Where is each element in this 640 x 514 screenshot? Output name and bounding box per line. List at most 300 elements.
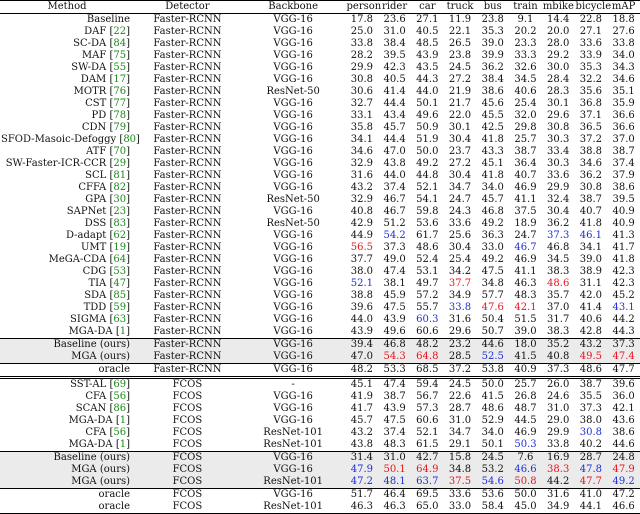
citation-link[interactable]: 78 <box>113 110 127 121</box>
backbone-cell: ResNet-50 <box>266 194 320 205</box>
table-row <box>0 26 640 38</box>
citation-link[interactable]: 84 <box>113 38 127 49</box>
value-cell: 34.9 <box>542 501 575 514</box>
value-cell: 54.3 <box>378 351 411 364</box>
value-cell: 54.6 <box>476 476 509 489</box>
table-row <box>0 110 640 122</box>
method-cell: SW-Faster-ICR-CCR [29] <box>5 158 131 169</box>
value-cell: 45.7 <box>481 194 504 205</box>
value-cell: 47.4 <box>607 351 640 364</box>
value-cell: 21.9 <box>448 86 472 97</box>
value-cell: 48.3 <box>383 439 406 450</box>
table-row <box>0 476 640 489</box>
backbone-cell: VGG-16 <box>273 26 313 37</box>
backbone-cell: VGG-16 <box>273 326 313 337</box>
value-cell: 44.2 <box>542 476 575 489</box>
value-cell: 46.3 <box>346 501 379 514</box>
method-name: SW-DA <box>71 62 107 73</box>
value-cell: 32.6 <box>514 62 537 73</box>
detector-cell: FCOS <box>172 391 203 402</box>
backbone-cell: VGG-16 <box>241 364 346 378</box>
value-cell: 38.7 <box>383 391 406 402</box>
value-cell: 35.1 <box>612 86 635 97</box>
method-name: CFA <box>85 427 107 438</box>
backbone-cell: VGG-16 <box>273 391 313 402</box>
value-cell: 39.6 <box>350 302 373 313</box>
method-cell: SCAN [86] <box>75 403 131 414</box>
citation-link[interactable]: 76 <box>113 86 127 97</box>
value-cell: 36.6 <box>612 122 635 133</box>
value-cell: 50.7 <box>481 326 504 337</box>
value-cell: 34.9 <box>448 290 472 301</box>
backbone-cell: VGG-16 <box>241 464 346 476</box>
method-cell: SCL [81] <box>85 170 131 181</box>
value-cell: 33.8 <box>547 439 570 450</box>
citation-link[interactable]: 1 <box>119 439 127 450</box>
value-cell: 27.2 <box>448 74 472 85</box>
method-cell: UMT [19] <box>80 242 131 253</box>
citation-link[interactable]: 79 <box>113 122 127 133</box>
value-cell: 39.4 <box>346 339 379 352</box>
value-cell: 33.6 <box>547 170 570 181</box>
citation-link[interactable]: 23 <box>113 206 127 217</box>
value-cell: 40.5 <box>383 74 406 85</box>
value-cell: 42.3 <box>612 266 635 277</box>
method-name: MGA-DA <box>68 326 113 337</box>
value-cell: 47.4 <box>383 266 406 277</box>
value-cell: 42.5 <box>481 122 504 133</box>
value-cell: 23.8 <box>448 50 472 61</box>
value-cell: 44.9 <box>350 230 373 241</box>
value-cell: 11.9 <box>448 14 472 25</box>
method-name: oracle <box>98 501 131 512</box>
value-cell: 38.8 <box>579 146 603 157</box>
value-cell: 17.8 <box>350 14 373 25</box>
table-row <box>0 302 640 314</box>
value-cell: 36.4 <box>514 158 537 169</box>
value-cell: 50.4 <box>481 314 504 325</box>
method-name: CST <box>85 98 107 109</box>
value-cell: 49.2 <box>481 254 504 265</box>
value-cell: 39.0 <box>514 326 537 337</box>
value-cell: 37.3 <box>542 364 575 378</box>
value-cell: 38.7 <box>579 194 603 205</box>
value-cell: 59.4 <box>411 378 444 392</box>
method-name: SW-Faster-ICR-CCR <box>5 158 107 169</box>
value-cell: 69.5 <box>411 489 444 502</box>
table-row <box>0 326 640 339</box>
value-cell: 46.1 <box>579 230 603 241</box>
method-name: MGA (ours) <box>71 476 131 487</box>
value-cell: 42.8 <box>579 326 603 337</box>
value-cell: 40.9 <box>612 218 635 229</box>
backbone-cell: VGG-16 <box>273 14 313 25</box>
detector-cell: Faster-RCNN <box>153 62 222 73</box>
value-cell: 29.0 <box>547 415 570 426</box>
value-cell: 31.6 <box>350 170 373 181</box>
citation-link[interactable]: 53 <box>113 266 127 277</box>
value-cell: 50.0 <box>509 489 542 502</box>
detector-cell: FCOS <box>134 378 241 392</box>
table-row <box>0 170 640 182</box>
value-cell: 48.6 <box>416 242 439 253</box>
value-cell: 38.7 <box>612 146 635 157</box>
value-cell: 51.5 <box>514 314 537 325</box>
value-cell: 36.5 <box>579 122 603 133</box>
table-row <box>0 134 640 146</box>
value-cell: 42.1 <box>612 403 635 414</box>
value-cell: 49.6 <box>383 326 406 337</box>
method-cell: MGA-DA [1] <box>68 439 131 450</box>
table-row <box>0 391 640 403</box>
value-cell: 37.3 <box>383 242 406 253</box>
value-cell: 45.2 <box>612 290 635 301</box>
backbone-cell: VGG-16 <box>273 182 313 193</box>
column-header: Detector <box>134 1 241 14</box>
value-cell: 45.9 <box>383 290 406 301</box>
method-cell <box>0 501 134 514</box>
value-cell: 50.8 <box>509 476 542 489</box>
value-cell: 57.3 <box>416 403 439 414</box>
value-cell: 34.3 <box>612 62 635 73</box>
backbone-cell: VGG-16 <box>273 38 313 49</box>
backbone-cell: VGG-16 <box>273 146 313 157</box>
citation-link[interactable]: 63 <box>113 314 127 325</box>
value-cell: 47.5 <box>383 302 406 313</box>
detector-cell: Faster-RCNN <box>153 98 222 109</box>
value-cell: 40.7 <box>514 170 537 181</box>
citation-link[interactable]: 30 <box>113 194 127 205</box>
table-row <box>0 489 640 502</box>
column-header: truck <box>444 1 477 14</box>
method-name: CFA <box>85 391 107 402</box>
detector-cell: Faster-RCNN <box>153 302 222 313</box>
table-row <box>0 50 640 62</box>
value-cell: 48.2 <box>346 364 379 378</box>
value-cell: 44.8 <box>416 170 439 181</box>
citation-link[interactable]: 75 <box>113 50 127 61</box>
value-cell: 28.7 <box>448 403 472 414</box>
value-cell: 39.0 <box>579 254 603 265</box>
citation-link[interactable]: 56 <box>113 391 127 402</box>
value-cell: 31.0 <box>383 26 406 37</box>
detector-cell: FCOS <box>134 464 241 476</box>
value-cell: 34.7 <box>448 182 472 193</box>
backbone-cell: ResNet-101 <box>241 476 346 489</box>
backbone-cell: ResNet-101 <box>263 439 324 450</box>
value-cell: 47.6 <box>481 302 504 313</box>
value-cell: 54.2 <box>383 230 406 241</box>
detector-cell: Faster-RCNN <box>153 314 222 325</box>
method-name: oracle <box>98 364 131 375</box>
value-cell: 44.5 <box>514 415 537 426</box>
value-cell: 52.1 <box>416 182 439 193</box>
value-cell: 38.0 <box>579 415 603 426</box>
value-cell: 38.3 <box>542 464 575 476</box>
value-cell: 43.9 <box>416 50 439 61</box>
value-cell: 63.7 <box>411 476 444 489</box>
table-row <box>0 290 640 302</box>
method-cell: DAF [22] <box>84 26 131 37</box>
column-header: mbike <box>542 1 574 12</box>
method-name: DSS <box>84 218 107 229</box>
detector-cell: FCOS <box>172 415 203 426</box>
detector-cell: Faster-RCNN <box>153 326 222 337</box>
method-cell: CDN [79] <box>81 122 131 133</box>
detector-cell: Faster-RCNN <box>153 278 222 289</box>
method-cell: CST [77] <box>85 98 131 109</box>
value-cell: 23.3 <box>514 38 537 49</box>
value-cell: 44.0 <box>383 170 406 181</box>
citation-link[interactable]: 64 <box>113 254 127 265</box>
value-cell: 29.1 <box>448 439 472 450</box>
value-cell: 23.7 <box>448 146 472 157</box>
value-cell: 7.6 <box>509 452 542 465</box>
value-cell: 41.5 <box>481 391 504 402</box>
detector-cell: Faster-RCNN <box>153 158 222 169</box>
value-cell: 46.7 <box>514 242 537 253</box>
value-cell: 37.0 <box>547 302 570 313</box>
value-cell: 50.1 <box>481 439 504 450</box>
value-cell: 25.4 <box>448 254 472 265</box>
citation-link[interactable]: 86 <box>113 403 127 414</box>
detector-cell: Faster-RCNN <box>153 218 222 229</box>
value-cell: 34.0 <box>481 182 504 193</box>
value-cell: 29.6 <box>547 110 570 121</box>
backbone-cell: VGG-16 <box>273 110 313 121</box>
method-name: SDA <box>84 290 107 301</box>
backbone-cell: VGG-16 <box>273 170 313 181</box>
value-cell: 43.2 <box>350 182 373 193</box>
backbone-cell: ResNet-50 <box>266 218 320 229</box>
value-cell: 23.8 <box>481 14 504 25</box>
value-cell: 50.1 <box>416 98 439 109</box>
citation-link[interactable]: 82 <box>113 182 127 193</box>
value-cell: 18.0 <box>509 339 542 352</box>
value-cell: 56.5 <box>350 242 373 253</box>
value-cell: 41.8 <box>579 218 603 229</box>
citation-link[interactable]: 80 <box>123 134 137 145</box>
citation-link[interactable]: 56 <box>113 427 127 438</box>
value-cell: 33.3 <box>514 50 537 61</box>
backbone-cell: VGG-16 <box>273 158 313 169</box>
table-row <box>0 74 640 86</box>
detector-cell: Faster-RCNN <box>153 14 222 25</box>
table-row <box>0 206 640 218</box>
value-cell: 40.8 <box>350 206 373 217</box>
value-cell: 34.6 <box>612 74 635 85</box>
detector-cell: Faster-RCNN <box>153 122 222 133</box>
citation-link[interactable]: 70 <box>113 146 127 157</box>
backbone-cell: ResNet-101 <box>241 501 346 514</box>
value-cell: 44.6 <box>476 339 509 352</box>
method-cell <box>0 351 134 364</box>
value-cell: 37.0 <box>612 134 635 145</box>
table-row <box>0 351 640 364</box>
value-cell: 52.1 <box>350 278 373 289</box>
table-row <box>0 122 640 134</box>
value-cell: 52.5 <box>476 351 509 364</box>
value-cell: 32.9 <box>350 194 373 205</box>
detector-cell: FCOS <box>172 403 203 414</box>
value-cell: 47.0 <box>383 146 406 157</box>
method-cell: MGA-DA [1] <box>68 415 131 426</box>
citation-link[interactable]: 55 <box>113 62 127 73</box>
value-cell: 52.4 <box>416 254 439 265</box>
value-cell: 38.9 <box>579 266 603 277</box>
table-row <box>0 98 640 110</box>
value-cell: 33.8 <box>350 38 373 49</box>
value-cell: 44.1 <box>575 501 608 514</box>
value-cell: 30.1 <box>448 122 472 133</box>
citation-link[interactable]: 1 <box>119 415 127 426</box>
column-header: mAP <box>607 1 640 14</box>
table-body <box>0 14 640 514</box>
value-cell: 34.8 <box>481 278 504 289</box>
method-name: DAM <box>80 74 107 85</box>
value-cell: 34.1 <box>579 242 603 253</box>
method-cell: CDG [53] <box>82 266 131 277</box>
citation-link[interactable]: 62 <box>113 230 127 241</box>
value-cell: 57.7 <box>481 290 504 301</box>
detector-cell: Faster-RCNN <box>153 146 222 157</box>
value-cell: 24.8 <box>607 452 640 465</box>
method-cell: MeGA-CDA [64] <box>48 254 131 265</box>
method-cell: SAPNet [23] <box>66 206 131 217</box>
value-cell: 14.4 <box>547 14 570 25</box>
detector-cell: Faster-RCNN <box>134 339 241 352</box>
value-cell: 59.8 <box>416 206 439 217</box>
value-cell: 42.3 <box>383 62 406 73</box>
value-cell: 38.6 <box>481 86 504 97</box>
value-cell: 32.0 <box>514 110 537 121</box>
value-cell: 29.9 <box>547 182 570 193</box>
value-cell: 24.5 <box>444 378 477 392</box>
citation-link[interactable]: 29 <box>113 158 127 169</box>
column-header: person <box>346 1 382 12</box>
value-cell: 50.0 <box>416 146 439 157</box>
citation-link[interactable]: 59 <box>113 302 127 313</box>
value-cell: 37.3 <box>579 403 603 414</box>
value-cell: 45.7 <box>350 415 373 426</box>
detector-cell: Faster-RCNN <box>134 364 241 378</box>
value-cell: 25.6 <box>448 230 472 241</box>
value-cell: 18.8 <box>612 14 635 25</box>
value-cell: 44.6 <box>612 439 635 450</box>
citation-link[interactable]: 22 <box>113 26 127 37</box>
value-cell: 29.9 <box>350 62 373 73</box>
method-name: MGA-DA <box>68 415 113 426</box>
value-cell: 36.0 <box>612 391 635 402</box>
value-cell: 41.4 <box>383 86 406 97</box>
table-row <box>0 464 640 476</box>
value-cell: 52.1 <box>416 427 439 438</box>
value-cell: 49.5 <box>575 351 608 364</box>
value-cell: 47.5 <box>481 266 504 277</box>
backbone-cell: VGG-16 <box>273 415 313 426</box>
value-cell: 22.6 <box>448 391 472 402</box>
value-cell: 49.0 <box>383 254 406 265</box>
value-cell: 37.5 <box>514 206 537 217</box>
method-cell: PD [78] <box>91 110 131 121</box>
method-name: MOTR <box>73 86 107 97</box>
value-cell: 44.0 <box>350 314 373 325</box>
method-cell: CFA [56] <box>85 427 131 438</box>
value-cell: 46.9 <box>514 427 537 438</box>
value-cell: 38.6 <box>612 427 635 438</box>
table-row <box>0 403 640 415</box>
value-cell: 41.7 <box>612 242 635 253</box>
detector-cell: Faster-RCNN <box>153 194 222 205</box>
citation-link[interactable]: 69 <box>113 379 127 390</box>
value-cell: 46.7 <box>383 206 406 217</box>
method-cell: DSS [83] <box>84 218 131 229</box>
table-row <box>0 278 640 290</box>
value-cell: 51.9 <box>416 134 439 145</box>
method-name: SIGMA <box>70 314 107 325</box>
method-cell: SC-DA [84] <box>73 38 131 49</box>
method-cell <box>0 339 134 352</box>
value-cell: 43.4 <box>383 110 406 121</box>
detector-cell: Faster-RCNN <box>153 230 222 241</box>
value-cell: 46.4 <box>378 489 411 502</box>
table-row <box>0 230 640 242</box>
detector-cell: Faster-RCNN <box>153 26 222 37</box>
value-cell: 48.6 <box>575 364 608 378</box>
column-header: Backbone <box>241 1 346 14</box>
value-cell: 40.6 <box>514 86 537 97</box>
value-cell: 33.6 <box>444 489 477 502</box>
detector-cell: Faster-RCNN <box>153 206 222 217</box>
method-cell: MOTR [76] <box>73 86 131 97</box>
value-cell: 32.2 <box>579 74 603 85</box>
value-cell: 30.3 <box>547 134 570 145</box>
method-name: MeGA-CDA <box>48 254 107 265</box>
value-cell: 38.4 <box>481 74 504 85</box>
value-cell: 29.2 <box>547 50 570 61</box>
citation-link[interactable]: 81 <box>113 170 127 181</box>
table-row <box>0 378 640 392</box>
citation-link[interactable]: 1 <box>119 326 127 337</box>
citation-link[interactable]: 17 <box>113 74 127 85</box>
citation-link[interactable]: 83 <box>113 218 127 229</box>
backbone-cell: VGG-16 <box>273 290 313 301</box>
value-cell: 60.6 <box>416 415 439 426</box>
citation-link[interactable]: 77 <box>113 98 127 109</box>
value-cell: 33.4 <box>547 146 570 157</box>
detector-cell: FCOS <box>134 489 241 502</box>
citation-link[interactable]: 47 <box>113 278 127 289</box>
value-cell: 50.0 <box>476 378 509 392</box>
value-cell: 18.9 <box>514 218 537 229</box>
value-cell: 58.4 <box>476 501 509 514</box>
value-cell: 50.1 <box>378 464 411 476</box>
value-cell: 34.1 <box>350 134 373 145</box>
value-cell: 41.1 <box>514 194 537 205</box>
value-cell: 42.3 <box>612 278 635 289</box>
method-cell: SW-DA [55] <box>71 62 131 73</box>
value-cell: 47.7 <box>607 364 640 378</box>
method-name: DAF <box>84 26 107 37</box>
detector-cell: Faster-RCNN <box>153 254 222 265</box>
table-row <box>0 254 640 266</box>
value-cell: 39.5 <box>383 50 406 61</box>
value-cell: 28.3 <box>547 86 570 97</box>
citation-link[interactable]: 19 <box>113 242 127 253</box>
detector-cell: Faster-RCNN <box>153 74 222 85</box>
method-cell: SST-AL [69] <box>0 378 134 392</box>
citation-link[interactable]: 85 <box>113 290 127 301</box>
